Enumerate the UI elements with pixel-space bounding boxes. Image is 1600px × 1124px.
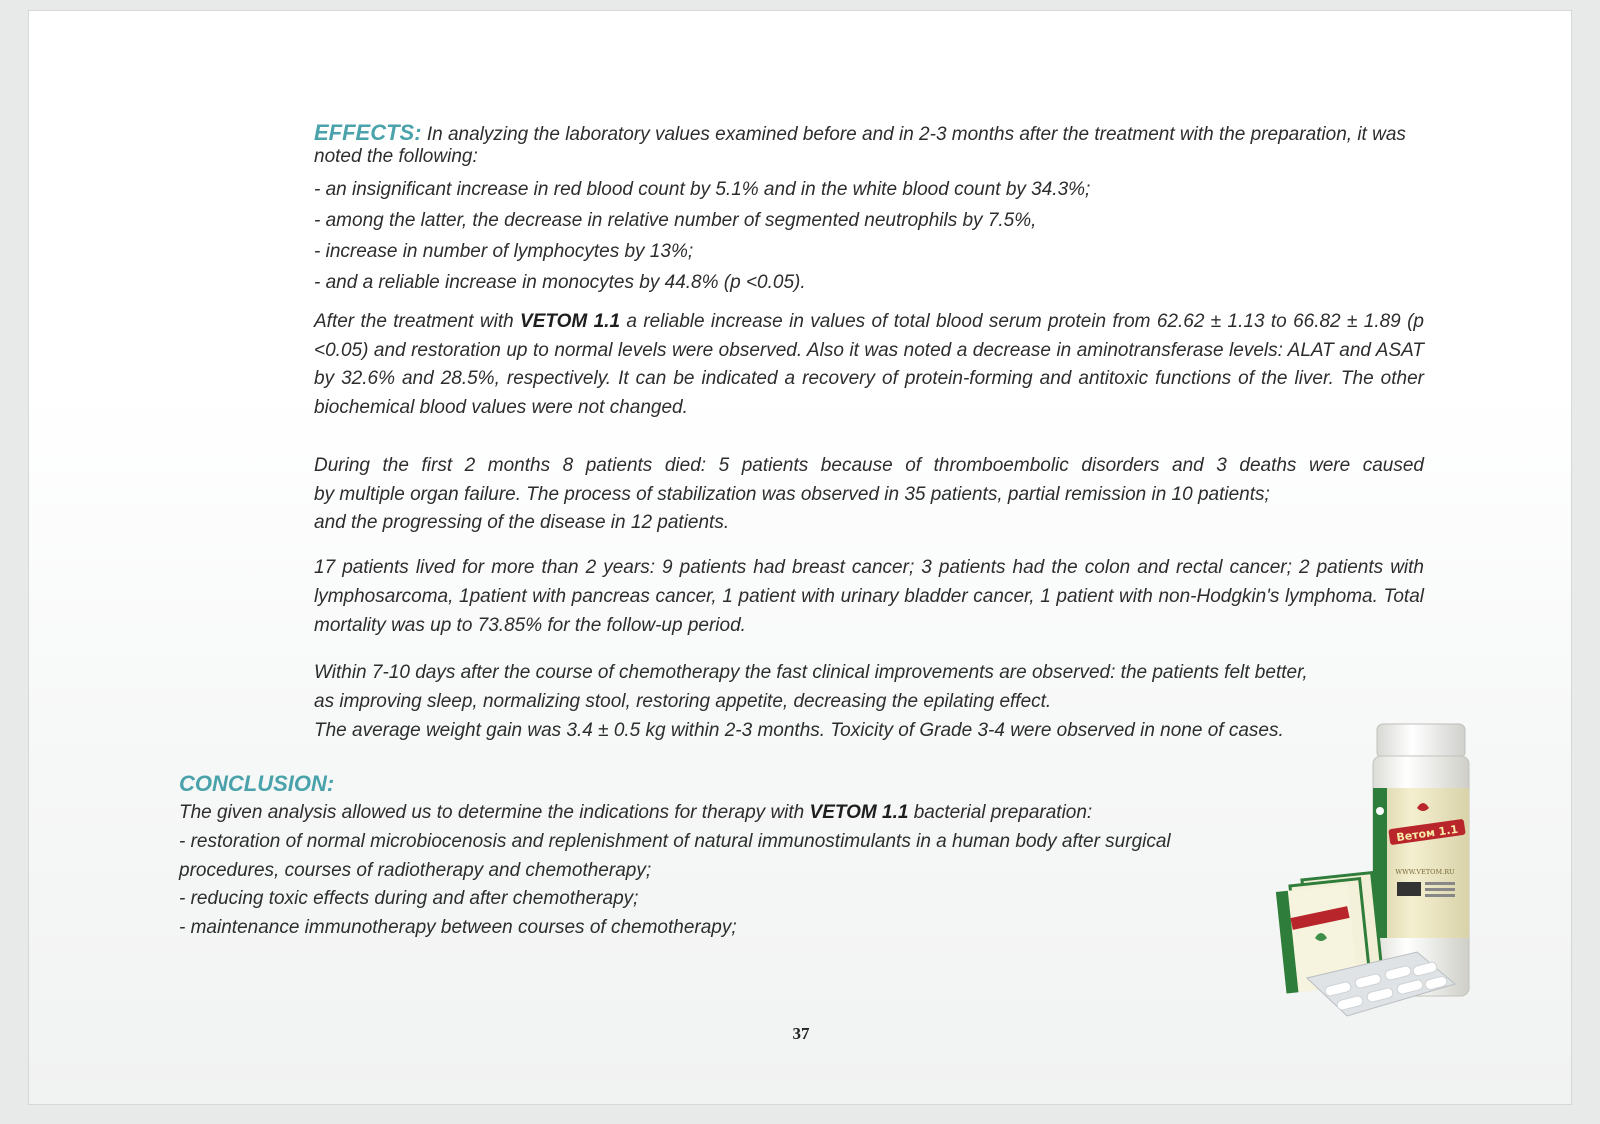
page-number: 37	[792, 1024, 810, 1043]
product-name: VETOM 1.1	[809, 802, 909, 823]
treatment-paragraph	[314, 308, 1424, 423]
product-photo	[1267, 716, 1482, 1046]
conclusion-intro	[179, 799, 1289, 828]
mortality-line-1: During the first 2 months 8 patients died: 5 patients because of thromboembolic disorders and 3 deaths were caused	[314, 455, 1424, 476]
outcomes-section	[314, 452, 1424, 745]
mortality-line-2: by multiple organ failure. The process of stabilization was observed in 35 patients, partial remission in 10 patients;	[314, 483, 1270, 505]
conclusion-body	[179, 799, 1289, 943]
list-item: procedures, courses of radiotherapy and chemotherapy;	[179, 859, 652, 881]
product-illustration	[1267, 716, 1482, 1046]
effects-intro	[314, 122, 1424, 168]
effects-bullet-list	[314, 174, 1424, 298]
improvement-line-2: as improving sleep, normalizing stool, restoring appetite, decreasing the epilating effect.	[314, 690, 1052, 712]
mortality-line-3: and the progressing of the disease in 12 patients.	[314, 512, 730, 534]
mortality-paragraph	[314, 452, 1424, 538]
jar-brand-label: Ветом 1.1	[1395, 822, 1459, 845]
list-item: - maintenance immunotherapy between courses of chemotherapy;	[179, 917, 737, 939]
effects-intro-text: In analyzing the laboratory values examined before and in 2-3 months after the treatment with the preparation, it was noted the following:	[314, 124, 1406, 167]
list-item: - an insignificant increase in red blood count by 5.1% and in the white blood count by 34.3%;	[314, 179, 1091, 200]
survival-paragraph: 17 patients lived for more than 2 years: 9 patients had breast cancer; 3 patients had the colon and rectal cancer; 2 patients with lymphosarcoma, 1patient with pancreas cancer, 1 patient with urinary bladder cancer, 1 patient with non-Hodgkin's lymphoma. Total mortality was up to 73.85% for the follow-up period.	[314, 557, 1424, 636]
document-page	[28, 10, 1572, 1105]
list-item: - increase in number of lymphocytes by 13%;	[314, 241, 694, 262]
list-item: - reducing toxic effects during and after chemotherapy;	[179, 888, 639, 910]
conclusion-intro-post: bacterial preparation:	[908, 802, 1093, 823]
conclusion-section	[179, 769, 1289, 943]
improvement-line-1: Within 7-10 days after the course of chemotherapy the fast clinical improvements are observed: the patients felt better,	[314, 662, 1308, 684]
effects-heading: EFFECTS:	[314, 120, 422, 145]
product-name: VETOM 1.1	[520, 311, 621, 332]
conclusion-intro-pre: The given analysis allowed us to determine the indications for therapy with	[179, 802, 810, 823]
improvement-line-3: The average weight gain was 3.4 ± 0.5 kg within 2-3 months. Toxicity of Grade 3-4 were observed in none of cases.	[314, 719, 1284, 741]
treatment-text-post: a reliable increase in values of total blood serum protein from 62.62 ± 1.13 to 66.82 ± 1.89 (p <0.05) and restoration up to normal levels were observed. Also it was noted a decrease in aminotransferase levels: ALAT and ASAT by 32.6% and 28.5%, respectively. It can be indicated a recovery of protein-forming and antitoxic functions of the liver. The other biochemical blood values were not changed.	[314, 311, 1425, 419]
treatment-text-pre: After the treatment with	[314, 311, 521, 332]
jar-website: WWW.VETOM.RU	[1395, 868, 1455, 876]
improvement-paragraph	[314, 659, 1424, 745]
conclusion-heading: CONCLUSION:	[179, 771, 335, 796]
list-item: - restoration of normal microbiocenosis and replenishment of natural immunostimulants in a human body after surgical	[179, 830, 1171, 852]
list-item: - among the latter, the decrease in relative number of segmented neutrophils by 7.5%,	[314, 210, 1037, 231]
effects-section	[314, 122, 1424, 423]
list-item: - and a reliable increase in monocytes by 44.8% (p <0.05).	[314, 272, 806, 293]
